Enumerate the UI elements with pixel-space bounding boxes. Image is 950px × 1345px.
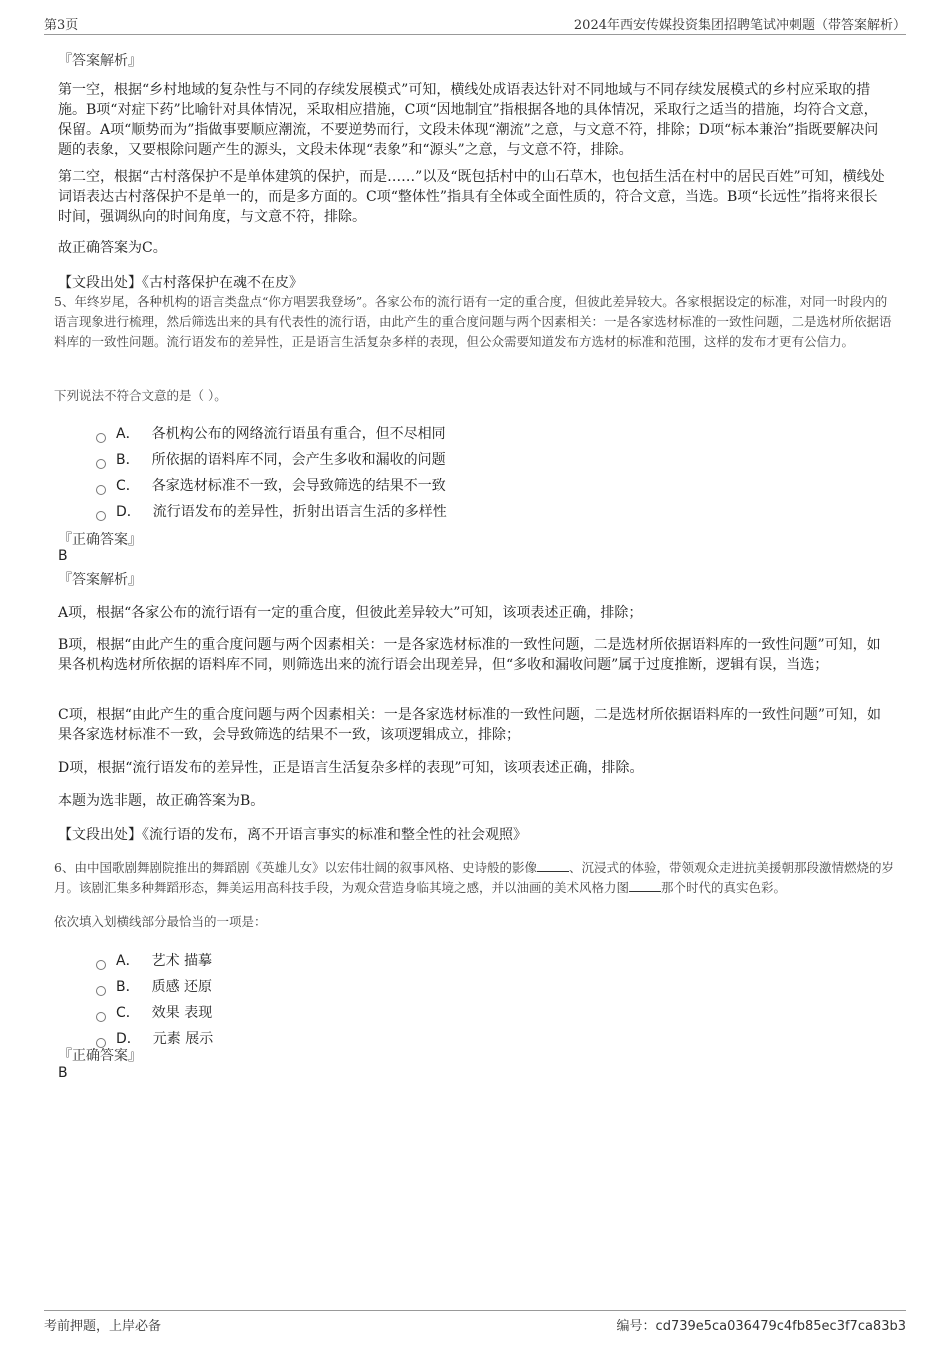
q6-correct-label: 『正确答案』 xyxy=(58,1048,142,1064)
blank-line-1 xyxy=(537,859,569,872)
q6-correct-answer: B xyxy=(58,1065,68,1081)
page-footer xyxy=(44,1310,906,1333)
q5-analysis-c: C项，根据“由此产生的重合度问题与两个因素相关：一是各家选材标准的一致性问题，二是选材所依据语料库的一致性问题”可知，如果各家选材标准不一致，会导致筛选的结果不一致，该项逻辑成立，排除； xyxy=(58,707,882,743)
radio-icon[interactable] xyxy=(96,986,106,996)
radio-icon[interactable] xyxy=(96,1012,106,1022)
q5-analysis-label: 『答案解析』 xyxy=(58,572,142,588)
q5-analysis-b: B项，根据“由此产生的重合度问题与两个因素相关：一是各家选材标准的一致性问题，二是选材所依据语料库的一致性问题”可知，如果各机构选材所依据的语料库不同，则筛选出来的流行语会出现差异，但“多收和漏收问题”属于过度推断，逻辑有误，当选； xyxy=(58,637,881,673)
q5-prompt: 下列说法不符合文意的是（ ）。 xyxy=(54,388,227,403)
document-title: 2024年西安传媒投资集团招聘笔试冲刺题（带答案解析） xyxy=(573,18,906,33)
radio-icon[interactable] xyxy=(96,485,106,495)
q4-analysis-para2: 第二空，根据“古村落保护不是单体建筑的保护，而是……”以及“既包括村中的山石草木，也包括生活在村中的居民百姓”可知，横线处词语表达古村落保护不是单一的，而是多方面的。C项“整体性”指具有全体或全面性质的，符合文意，当选。B项“长远性”指将来很长时间，强调纵向的时间角度，与文意不符，排除。 xyxy=(58,169,885,225)
q5-correct-label: 『正确答案』 xyxy=(58,532,142,548)
q6-option-d[interactable]: D． 元素 展示 xyxy=(96,1028,213,1048)
q6-option-b[interactable]: B． 质感 还原 xyxy=(96,976,212,996)
radio-icon[interactable] xyxy=(96,511,106,521)
q6-option-c[interactable]: C． 效果 表现 xyxy=(96,1002,212,1022)
q6-stem: 6、由中国歌剧舞剧院推出的舞蹈剧《英雄儿女》以宏伟壮阔的叙事风格、史诗般的影像 、沉浸式的体验，带领观众走进抗美援朝那段激情燃烧的岁月。该剧汇集多种舞蹈形态，舞美运用高科技手段，为观众营造身临其境之感，并以油画的美术风格力图 那个时代的真实色彩。 xyxy=(54,860,894,895)
footer-code: 编号：cd739e5ca036479c4fb85ec3f7ca83b3 xyxy=(616,1319,906,1334)
q6-option-a[interactable]: A． 艺术 描摹 xyxy=(96,950,212,970)
page-number: 第3页 xyxy=(44,18,79,33)
q4-analysis-label: 『答案解析』 xyxy=(58,53,142,69)
footer-slogan: 考前押题，上岸必备 xyxy=(44,1319,162,1334)
radio-icon[interactable] xyxy=(96,459,106,469)
q5-option-c[interactable]: C． 各家选材标准不一致，会导致筛选的结果不一致 xyxy=(96,475,446,495)
q5-source: 【文段出处】《流行语的发布，离不开语言事实的标准和整全性的社会观照》 xyxy=(58,827,527,843)
q5-option-a[interactable]: A． 各机构公布的网络流行语虽有重合，但不尽相同 xyxy=(96,423,446,443)
q4-conclusion: 故正确答案为C。 xyxy=(58,240,167,256)
radio-icon[interactable] xyxy=(96,433,106,443)
q5-correct-answer: B xyxy=(58,548,68,564)
page-header xyxy=(44,12,906,35)
q5-conclusion: 本题为选非题，故正确答案为B。 xyxy=(58,793,265,809)
q5-analysis-d: D项，根据“流行语发布的差异性，正是语言生活复杂多样的表现”可知，该项表述正确，排除。 xyxy=(58,760,644,776)
blank-line-2 xyxy=(629,879,661,892)
q4-source: 【文段出处】《古村落保护在魂不在皮》 xyxy=(58,275,303,291)
q4-analysis-para1: 第一空，根据“乡村地域的复杂性与不同的存续发展模式”可知，横线处成语表达针对不同地域与不同存续发展模式的乡村应采取的措施。B项“对症下药”比喻针对具体情况，采取相应措施，C项“因地制宜”指根据各地的具体情况，采取行之适当的措施，均符合文意，保留。A项“顺势而为”指做事要顺应潮流，不要逆势而行，文段未体现“潮流”之意，与文意不符，排除；D项“标本兼治”指既要解决问题的表象，又要根除问题产生的源头，文段未体现“表象”和“源头”之意，与文意不符，排除。 xyxy=(58,82,879,158)
radio-icon[interactable] xyxy=(96,960,106,970)
q5-option-d[interactable]: D． 流行语发布的差异性，折射出语言生活的多样性 xyxy=(96,501,447,521)
q6-prompt: 依次填入划横线部分最恰当的一项是： xyxy=(54,914,267,929)
q5-analysis-a: A项，根据“各家公布的流行语有一定的重合度，但彼此差异较大”可知，该项表述正确，排除； xyxy=(58,605,643,621)
q5-option-b[interactable]: B． 所依据的语料库不同，会产生多收和漏收的问题 xyxy=(96,449,446,469)
q5-stem: 5、年终岁尾，各种机构的语言类盘点“你方唱罢我登场”。各家公布的流行语有一定的重合度，但彼此差异较大。各家根据设定的标准，对同一时段内的语言现象进行梳理，然后筛选出来的具有代表性的流行语，由此产生的重合度问题与两个因素相关：一是各家选材标准的一致性问题，二是选材所依据语料库的一致性问题。流行语发布的差异性，正是语言生活复杂多样的表现，但公众需要知道发布方选材的标准和范围，这样的发布才更有公信力。 xyxy=(54,294,892,349)
